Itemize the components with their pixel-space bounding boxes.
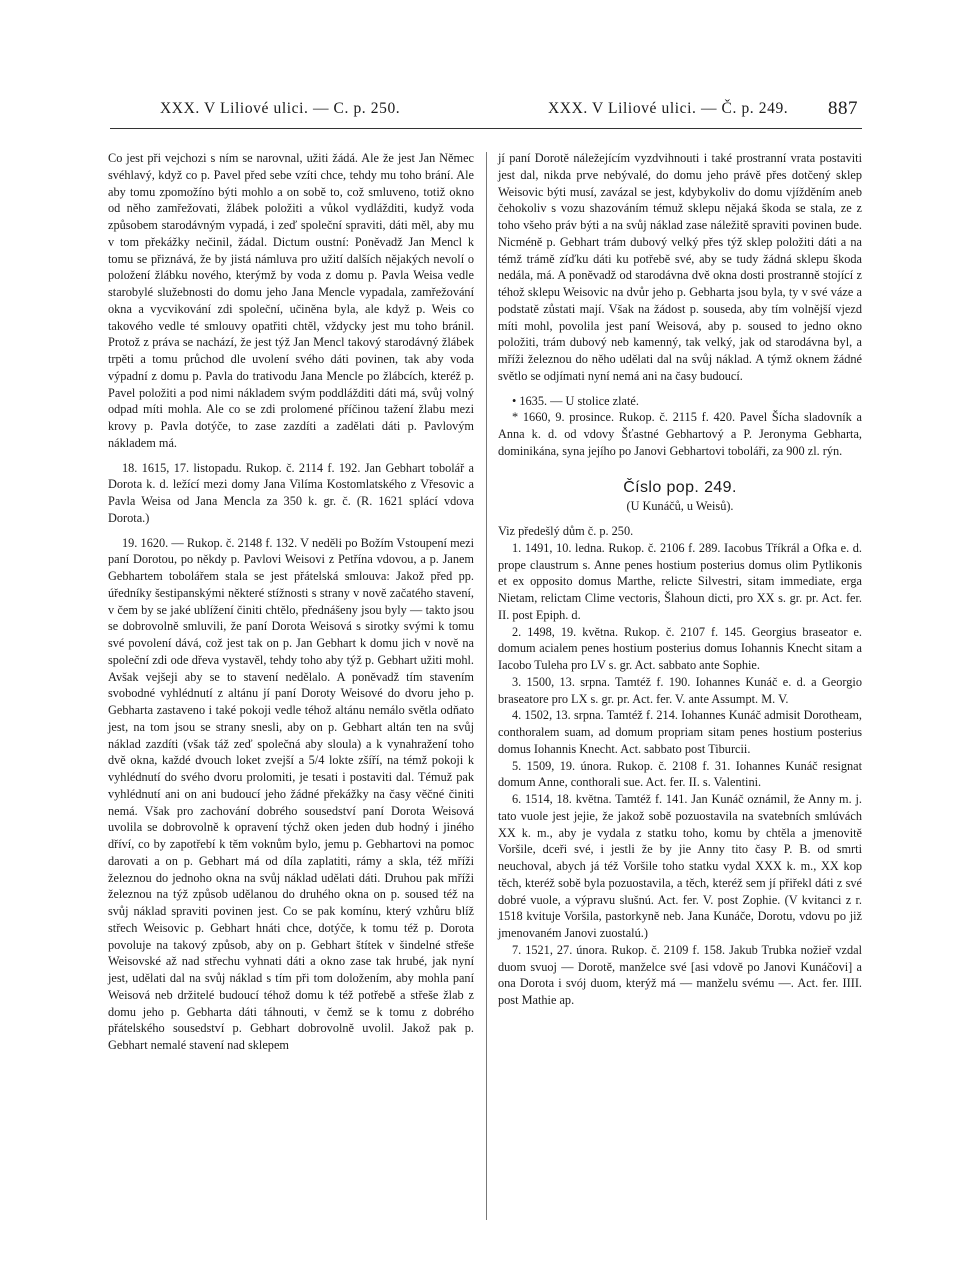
entry-1660: * 1660, 9. prosince. Rukop. č. 2115 f. 420. Pavel Šícha sladovník a Anna k. d. od vdovy Šťastné Gebhartový a P. Jeronyma Gebharta, dominikána, syna jejího po Janovi Gebhartovi toboláři, za 900 zl. rýn. <box>498 410 862 458</box>
entry-4: 4. 1502, 13. srpna. Tamtéž f. 214. Iohannes Kunáč admisit Dorotheam, conthoralem suam, ad domum propriam sitam penes hostium posterius domus Iohannis Knecht. Act. sabbato post Tiburcii. <box>498 708 862 756</box>
running-head <box>0 100 960 130</box>
entry-6: 6. 1514, 18. května. Tamtéž f. 141. Jan Kunáč oznámil, že Anny m. j. tato vuole jest jejie, že jakož sobě pozuostavila na svatebních smlúvách XX k. m., aby je vydala z statku toho, komu by chtěla a jmenovitě Voršile, dceři své, i jestli že by jie Anny tito časy P. B. od smrti neuchoval, abych já též Voršile toho statku vydal XXX k. m., XX kop těch, kteréž sobě byla pozuostavila, a těch, kteréž sem jí přiřekl dáti z své dobré vuole, a výpravu slušnú. Act. fer. V. post Zophie. (V kvitanci z r. 1518 kvituje Voršila, pastorkyně neb. Jana Kunáče, Dorotu, vdovu po již jmenovaném Janovi zuostalú.) <box>498 792 862 940</box>
see-also: Viz předešlý dům č. p. 250. <box>498 524 634 538</box>
right-column <box>498 150 862 1009</box>
running-head-left: XXX. V Liliové ulici. — C. p. 250. <box>160 100 401 117</box>
entry-19: 19. 1620. — Rukop. č. 2148 f. 132. V neděli po Božím Vstoupení mezi paní Dorotou, po někdy p. Pavlovi Weisovi z Petřína vdovou, a p. Janem Gebhartem tobolářem stala se jest přátelská smlouva: Jakož před pp. úředníky šestipanskými některé stížnosti s strany v nově začatého stavení, v čem by se jaké ublížení činiti chtělo, přednášeny jsou byly — takto jsou se dobrovolně smluvili, že paní Dorota Weisová s sirotky svými k tomu své povolení dává, což jest tak on p. Jan Gebhart k domu jich v nově na společní zdi ode dřeva vystavěl, tehdy toho aby týž p. Gebhart užiti mohl. Avšak vejšeji aby se to stavení nedělalo. A poněvadž tím stavením svobodné vyhlédnutí z altánu jí paní Doroty Weisové do dvoru jeho p. Gebharta zastaveno i také pokoji vedle téhož altánu nemálo světla odňato jest, na tom jsou se strany snesli, aby on p. Gebhart altán ten na svůj náklad zazdíti (však táž zeď společná aby sloula) a k vynahražení toho dvě okna, každé dvouch loket zvejší a 5/4 lokte zšíří, na témž pokoji k vyhlédnutí do svého dvoru prolomiti, je tesati i postaviti dal. Témuž pak vyhlédnutí ani on ani budoucí jeho žádné překážky na časy věčné činiti nemá. Však pro zachování dobrého sousedství paní Dorota Weisová uvolila se dobrovolně k opravení týchž oken jeden dub hodný i jiného dříví, co by zapotřebí k těm voknům bylo, jemu p. Gebhartovi na pomoc darovati a on p. Gebhart má od díla zaplatiti, rámy a skla, též mříži železnou do jednoho okna na svůj náklad udělati dáti. Druhou pak mříži železnou na týž způsob udělanou do druhého okna on p. soused též na svůj náklad spraviti povinen jest. Co se pak komínu, který vzhůru blíž střech Weisovic p. Gebhart hnáti chce, dotýče, k tomu též p. Dorota povoluje na takový způsob, aby on p. Gebhart štítek v šindelné střeše Weisovské až nad střechu vyhnati dáti a okno zase tak hrubé, jak nyní jest, udělati dal na svůj náklad s tím při tom doložením, aby mohla paní Weisová neb držitelé budoucí téhož domu k též potřebě a střeše žlab z domu jeho p. Gebharta dáti táhnouti, v čemž se k tomu z dobrého přátelského sousedství p. Gebhart dobrovolně uvolil. Jakož pak p. Gebhart nemalé stavení nad sklepem <box>108 535 474 1052</box>
column-divider <box>486 152 487 1220</box>
section-title: Číslo pop. 249. <box>623 478 737 496</box>
entry-5: 5. 1509, 19. února. Rukop. č. 2108 f. 31. Iohannes Kunáč resignat domum Anne, conthorali sue. Act. fer. II. s. Valentini. <box>498 758 862 790</box>
entry-3: 3. 1500, 13. srpna. Tamtéž f. 190. Iohannes Kunáč e. d. a Georgio braseatore pro LX s. gr. pr. Act. fer. V. ante Assumpt. M. V. <box>498 674 862 706</box>
entry-2: 2. 1498, 19. května. Rukop. č. 2107 f. 145. Georgius braseator e. domum acialem penes hostium posterius domus Iohannis Knecht sitam a Iacobo Tuleha pro LV s. gr. Act. sabbato ante Sophie. <box>498 624 862 672</box>
paragraph: jí paní Dorotě náležejícím vyzdvihnouti i také prostranní vrata postaviti jest dal, nikda prve nebývalé, do domu jeho právě přes dotčený sklep Weisovic býti musí, zavázal se jest, kdybykoliv do domu vjížděním aneb čehokoliv s vozu shazováním témuž sklepu nějaká škoda se stala, ze z toho všeho práv býti a na svůj náklad zase náležitě spraviti povinen bude. Nicméně p. Gebhart trám dubový velký přes týž sklep položiti dáti a na témž trámě zíďku dáti ku potřebě své, aby se tudy žádná sklepu škoda nedála, má. A poněvadž od starodávna dvě okna dosti prostranně stojící z téhož sklepu Weisovic na dvůr jeho p. Gebharta jsou byla, ty v své váze a podstatě zůstati mají. Však na žádost p. souseda, aby tím volnější vjezd míti mohl, povolila jest paní Weisová, aby p. soused to jedno okno položiti, trám dubový neb kamenný, tak velký, jak od starodávna byl, a mříži železnou do něho udělati dal na svůj náklad. A týmž oknem žádné světlo se odjímati nyní nemá ani na časy budoucí. <box>498 151 862 383</box>
entry-18: 18. 1615, 17. listopadu. Rukop. č. 2114 f. 192. Jan Gebhart tobolář a Dorota k. d. ležící mezi domy Jana Vilíma Kostomlatského z Vřesovic a Pavla Weisa od Jana Mencla za 350 k. gr. č. (R. 1621 splácí vdova Dorota.) <box>108 460 474 525</box>
section-subtitle: (U Kunáčů, u Weisů). <box>626 499 734 514</box>
left-column <box>108 150 474 1054</box>
running-head-right: XXX. V Liliové ulici. — Č. p. 249. <box>548 100 789 117</box>
page-number: 887 <box>828 98 858 119</box>
entry-7: 7. 1521, 27. února. Rukop. č. 2109 f. 158. Jakub Trubka nožieř vzdal duom svuoj — Dorotě, manželce své [asi vdově po Janovi Kunáčovi] a ona Dorota i svój duom, kterýž má — manželu svému —. Act. fer. IIII. post Mathie ap. <box>498 942 862 1007</box>
header-rule <box>110 128 862 129</box>
paragraph: Co jest při vejchozi s ním se narovnal, užiti žádá. Ale že jest Jan Němec svéhlavý, když co p. Pavel před sebe vzíti chce, tehdy mu toho brání. Ale aby tomu zpomožíno býti mohlo a on sobě to, což smluveno, totiž okno od něho zamřežovati, žlábek položiti a vůkol vydlážditi, kudyž voda způsobem starodávným vypadá, i zeď společní spraviti, dáti měl, aby mu v tom překážky nečinil, žádal. Dictum oustní: Poněvadž Jan Mencl k tomu se přiznává, že by jistá námluva pro užití dalších nějakých nevolí o položení žlábku nového, kterýmž by voda z domu p. Pavla Weisa vedle starobylé služebnosti do domu jeho Jana Mencle vypadala, zamřežování okna a vycvikování zdi společní, učiněna byla, ale když p. Weis co takového vedle té smlouvy opatřiti chtěl, vždycky jest mu toho bránil. Protož z práva se nachází, že jest týž Jan Mencl takový starodávný žlábek trpěti a tomu průchod dle uvolení svého dáti povinen, tak aby voda výpadní z domu p. Pavla do trativodu Jana Mencle po žlábcích, kteréž p. Pavel položiti a pod nimi nákladem svým poddlážditi dáti má, svůj volný odpad míti mohla. Ale co se zdi prolomené příčinou tažení žlabu mezi krovy p. Pavla dotýče, to zase zazdíti a zadělati dáti p. Pavlovým nákladem má. <box>108 151 474 450</box>
entry-1635: • 1635. — U stolice zlaté. <box>512 393 639 408</box>
entry-1: 1. 1491, 10. ledna. Rukop. č. 2106 f. 289. Iacobus Tříkrál a Ofka e. d. prope claustrum s. Anne penes hostium posterius domus olim Pytlikonis et ex opposito domus Marthe, relicte Silvestri, sitam immediate, erga Nietam, relictam Clime vectoris, Šlahoun dicti, pro XX s. gr. pr. Act. fer. II. post Epiph. d. <box>498 540 862 622</box>
